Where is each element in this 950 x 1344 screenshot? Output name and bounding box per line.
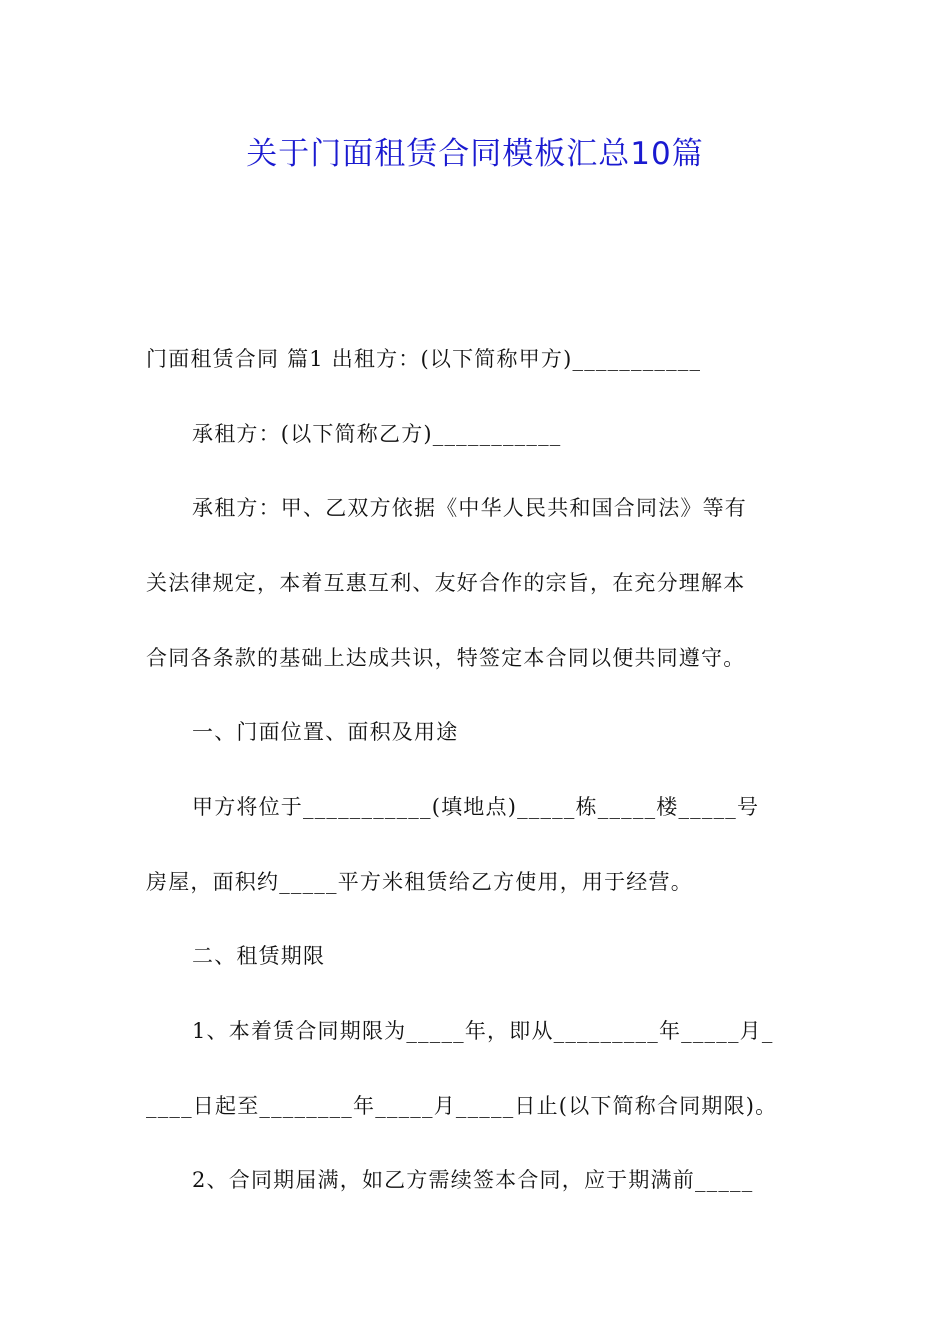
paragraph-line: 门面租赁合同 篇1 出租方：(以下简称甲方)___________ xyxy=(146,347,702,371)
paragraph-line: 房屋，面积约_____平方米租赁给乙方使用，用于经营。 xyxy=(146,870,693,894)
paragraph-line: ____日起至________年_____月_____日止(以下简称合同期限)。 xyxy=(146,1094,778,1118)
section-heading: 二、租赁期限 xyxy=(192,944,326,968)
paragraph-line: 承租方：(以下简称乙方)___________ xyxy=(192,422,562,446)
paragraph-line: 1、本着赁合同期限为_____年，即从_________年_____月_ xyxy=(192,1019,774,1043)
paragraph-line: 承租方：甲、乙双方依据《中华人民共和国合同法》等有 xyxy=(192,496,747,520)
paragraph-line: 合同各条款的基础上达成共识，特签定本合同以便共同遵守。 xyxy=(146,646,746,670)
paragraph-line: 2、合同期届满，如乙方需续签本合同，应于期满前_____ xyxy=(192,1168,754,1192)
paragraph-line: 关法律规定，本着互惠互利、友好合作的宗旨，在充分理解本 xyxy=(146,571,746,595)
paragraph-line: 甲方将位于___________(填地点)_____栋_____楼_____号 xyxy=(192,795,760,819)
document-title: 关于门面租赁合同模板汇总10篇 xyxy=(246,136,704,172)
section-heading: 一、门面位置、面积及用途 xyxy=(192,720,459,744)
